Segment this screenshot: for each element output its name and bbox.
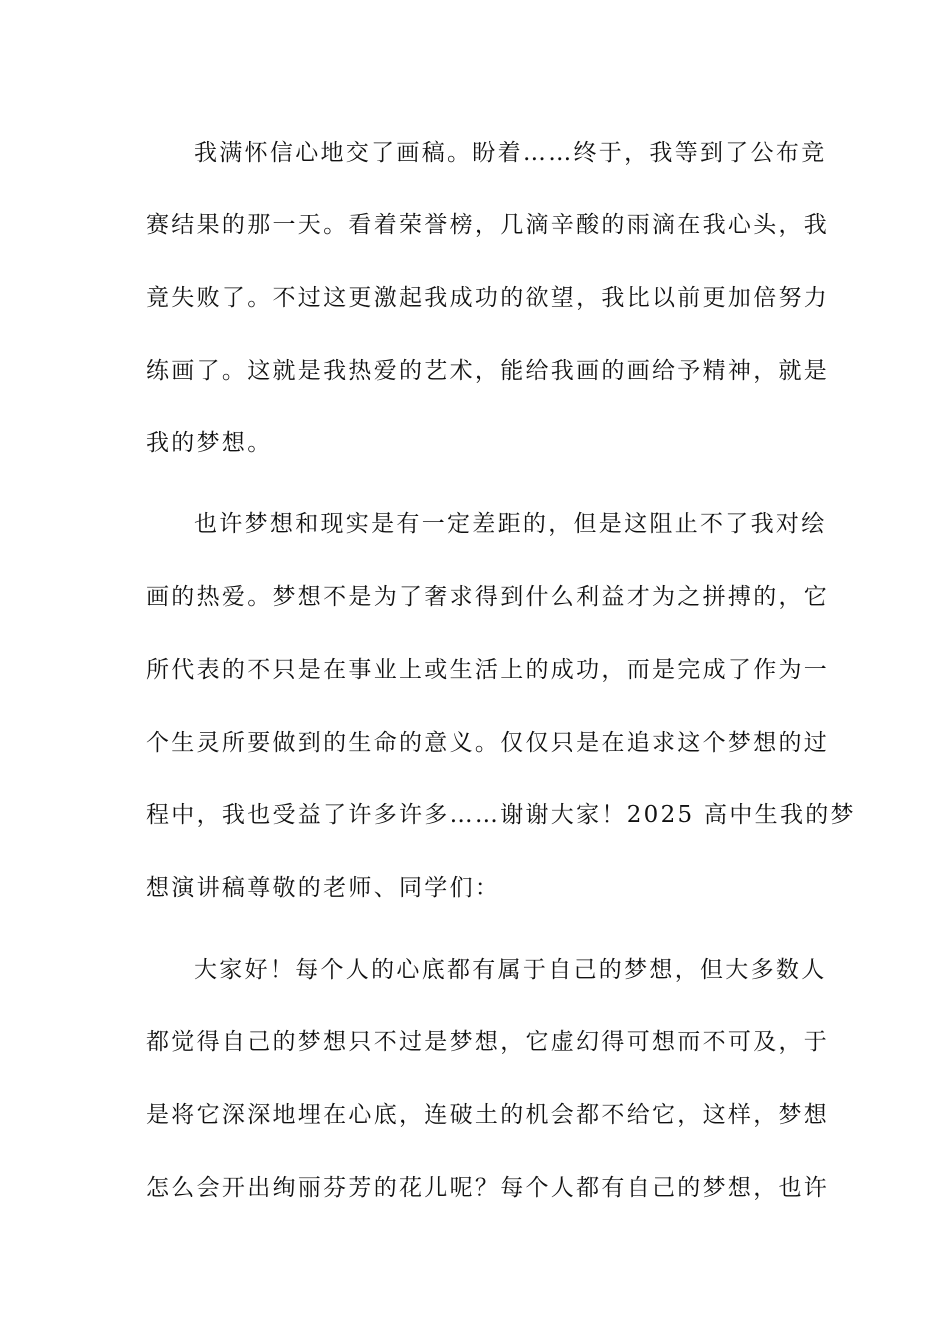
paragraph-3-line-4: 怎么会开出绚丽芬芳的花儿呢？每个人都有自己的梦想，也许 bbox=[146, 1175, 830, 1201]
paragraph-1-line-3: 竟失败了。不过这更激起我成功的欲望，我比以前更加倍努力 bbox=[146, 285, 830, 311]
paragraph-2-line-1: 也许梦想和现实是有一定差距的，但是这阻止不了我对绘 bbox=[194, 511, 827, 537]
paragraph-2-line-3: 所代表的不只是在事业上或生活上的成功，而是完成了作为一 bbox=[146, 657, 830, 683]
paragraph-2-line-2: 画的热爱。梦想不是为了奢求得到什么利益才为之拼搏的，它 bbox=[146, 584, 830, 610]
paragraph-3-line-2: 都觉得自己的梦想只不过是梦想，它虚幻得可想而不可及，于 bbox=[146, 1029, 830, 1055]
paragraph-1-line-5: 我的梦想。 bbox=[146, 430, 273, 456]
paragraph-3-line-1: 大家好！每个人的心底都有属于自己的梦想，但大多数人 bbox=[194, 957, 827, 983]
paragraph-2-line-5: 程中，我也受益了许多许多……谢谢大家！2025 高中生我的梦 bbox=[146, 802, 856, 828]
paragraph-3-line-3: 是将它深深地埋在心底，连破土的机会都不给它，这样，梦想 bbox=[146, 1102, 830, 1128]
paragraph-2-line-4: 个生灵所要做到的生命的意义。仅仅只是在追求这个梦想的过 bbox=[146, 730, 830, 756]
paragraph-2-line-6: 想演讲稿尊敬的老师、同学们： bbox=[146, 875, 501, 901]
paragraph-1-line-1: 我满怀信心地交了画稿。盼着……终于，我等到了公布竞 bbox=[194, 140, 827, 166]
paragraph-1-line-2: 赛结果的那一天。看着荣誉榜，几滴辛酸的雨滴在我心头，我 bbox=[146, 212, 830, 238]
paragraph-1-line-4: 练画了。这就是我热爱的艺术，能给我画的画给予精神，就是 bbox=[146, 358, 830, 384]
